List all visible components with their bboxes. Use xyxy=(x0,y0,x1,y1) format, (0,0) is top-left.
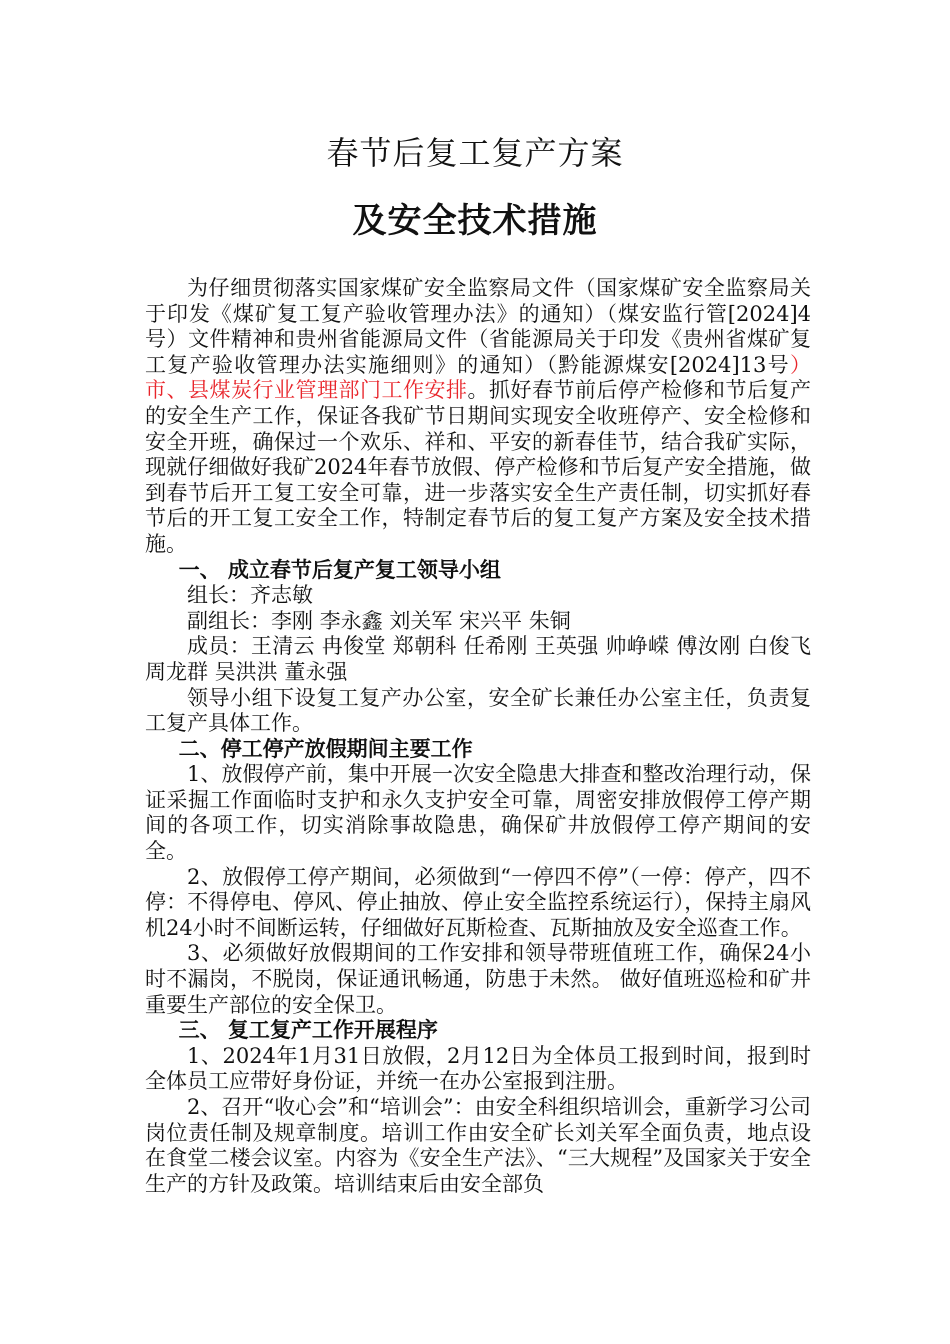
intro-paragraph xyxy=(145,276,811,558)
section2-item3: 3、必须做好放假期间的工作安排和领导带班值班工作，确保24小时不漏岗，不脱岗，保证通讯畅通，防患于未然。 做好值班巡检和矿井重要生产部位的安全保卫。 xyxy=(145,941,811,1017)
section1-heading: 一、 成立春节后复产复工领导小组 xyxy=(178,557,501,582)
section2-heading: 二、停工停产放假期间主要工作 xyxy=(178,736,473,761)
section3-item1: 1、2024年1月31日放假，2月12日为全体员工报到时间，报到时全体员工应带好身份证，并统一在办公室报到注册。 xyxy=(145,1043,811,1094)
section3-item2: 2、召开“收心会”和“培训会”：由安全科组织培训会，重新学习公司岗位责任制及规章制度。培训工作由安全矿长刘关军全面负责，地点设在食堂二楼会议室。内容为《安全生产法》、“三大规程”及国家关于安全生产的方针及政策。培训结束后由安全部负 xyxy=(145,1095,811,1196)
document-subtitle: 及安全技术措施 xyxy=(352,201,598,241)
section1-office: 领导小组下设复工复产办公室，安全矿长兼任办公室主任，负责复工复产具体工作。 xyxy=(145,685,811,736)
section3-heading: 三、 复工复产工作开展程序 xyxy=(178,1018,438,1043)
section2-item1: 1、放假停产前，集中开展一次安全隐患大排查和整改治理行动，保证采掘工作面临时支护和永久支护安全可靠，周密安排放假停工停产期间的各项工作，切实消除事故隐患，确保矿井放假停工停产期间的安全。 xyxy=(145,762,811,864)
intro-text-1: 为仔细贯彻落实国家煤矿安全监察局文件（国家煤矿安全监察局关于印发《煤矿复工复产验收管理办法》的通知）（煤安监行管[2024]4号）文件精神和贵州省能源局文件（省能源局关于印发《贵州省煤矿复工复产验收管理办法实施细则》的通知）（黔能源煤安[2024]13号 xyxy=(145,276,811,377)
section1-deputies: 副组长：李刚 李永鑫 刘关军 宋兴平 朱铜 xyxy=(187,608,571,633)
section1-leader: 组长：齐志敏 xyxy=(187,583,313,608)
section1-members: 成员：王清云 冉俊堂 郑朝科 任希刚 王英强 帅峥嵘 傅汝刚 白俊飞 周龙群 吴洪洪 董永强 xyxy=(145,634,811,684)
document-title: 春节后复工复产方案 xyxy=(326,134,624,172)
section2-item2: 2、放假停工停产期间，必须做到“一停四不停”（一停：停产，四不停：不得停电、停风、停止抽放、停止安全监控系统运行），保持主扇风机24小时不间断运转，仔细做好瓦斯检查、瓦斯抽放及安全巡查工作。 xyxy=(145,864,811,940)
document-body xyxy=(145,276,811,1197)
intro-highlight: ）市、县煤炭行业管理部门工作安排 xyxy=(145,352,811,403)
intro-text-2: 。抓好春节前后停产检修和节后复产的安全生产工作，保证各我矿节日期间实现安全收班停产、安全检修和安全开班，确保过一个欢乐、祥和、平安的新春佳节，结合我矿实际，现就仔细做好我矿2024年春节放假、停产检修和节后复产安全措施，做到春节后开工复工安全可靠，进一步落实安全生产责任制，切实抓好春节后的开工复工安全工作，特制定春节后的复工复产方案及安全技术措施。 xyxy=(145,378,811,556)
